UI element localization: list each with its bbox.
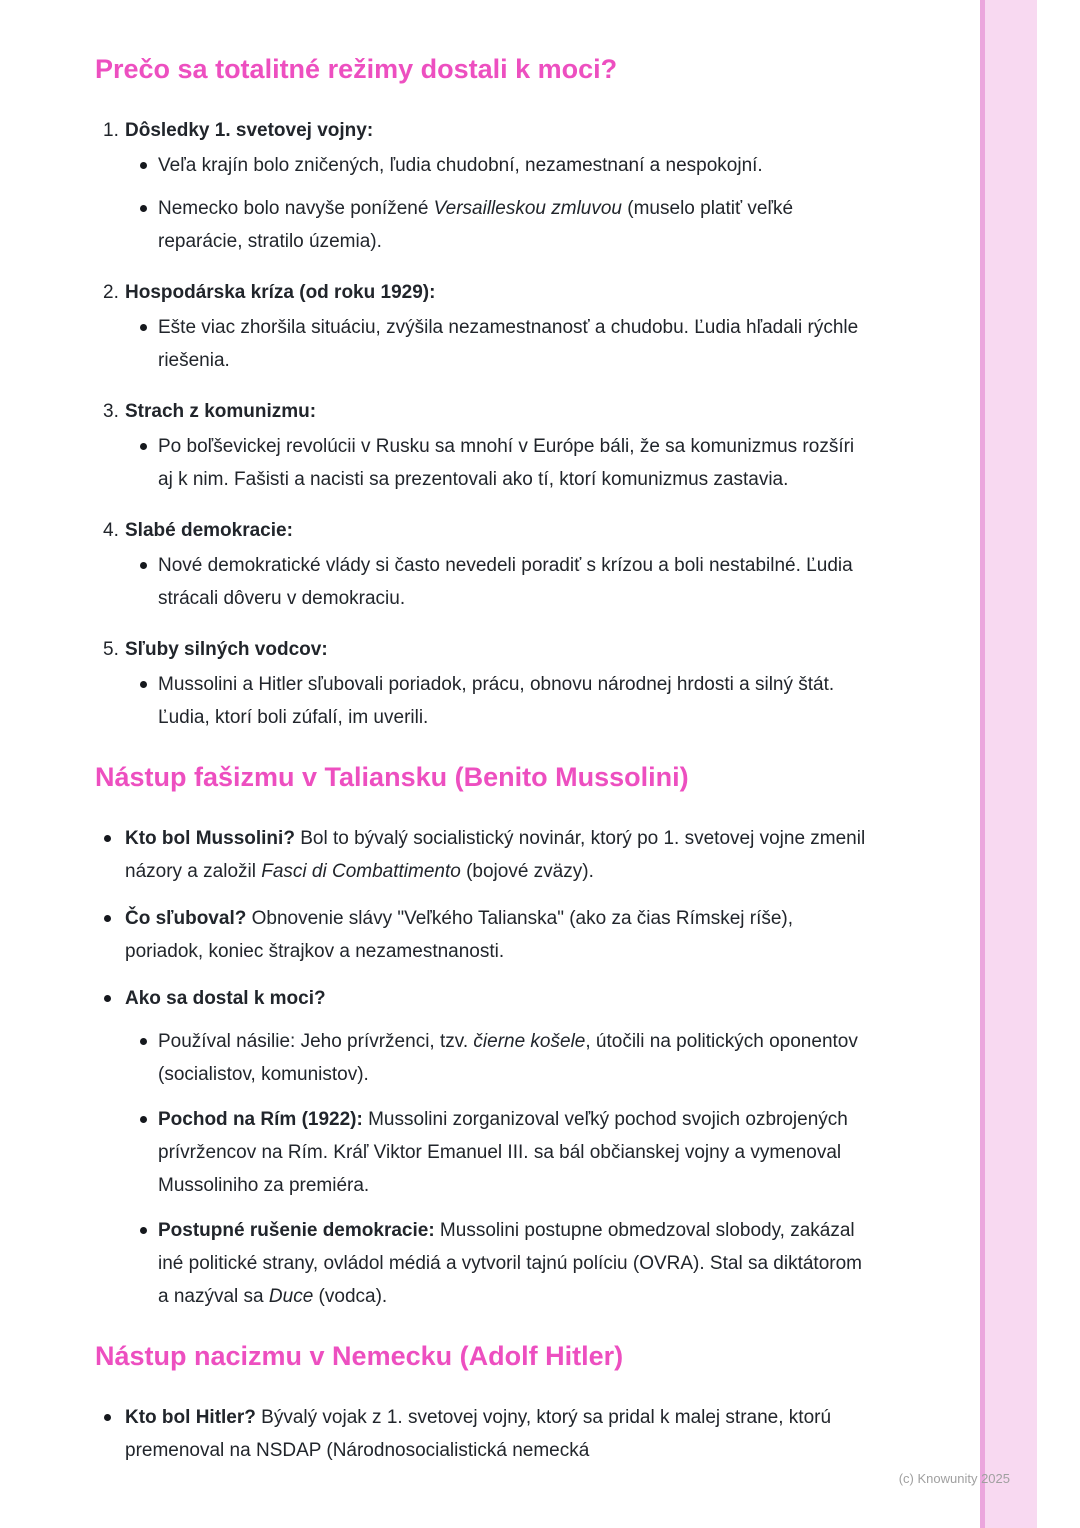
text-run: (muselo platiť veľké reparácie, stratilo územia). — [158, 198, 794, 252]
text-run: Nemecko bolo navyše ponížené — [158, 198, 434, 219]
list-number: 1. — [103, 120, 119, 141]
text-run: Nové demokratické vlády si často nevedeli poradiť s krízou a boli nestabilné. Ľudia strácali dôveru v demokraciu. — [158, 555, 853, 609]
text-run: Fasci di Combattimento — [261, 861, 461, 882]
text-run: Mussolini zorganizoval veľký pochod svojich ozbrojených prívržencov na Rím. Kráľ Viktor Emanuel III. sa bál občianskej vojny a vymenoval Mussoliniho za premiéra. — [158, 1109, 848, 1196]
bullet-list — [95, 822, 870, 888]
text-run: Veľa krajín bolo zničených, ľudia chudobní, nezamestnaní a nespokojní. — [158, 155, 763, 176]
numbered-item-title — [95, 514, 870, 547]
bullet-list — [95, 430, 870, 496]
sub-bullet-item — [125, 1025, 870, 1091]
text-run: Postupné rušenie demokracie: — [158, 1220, 435, 1241]
text-run: čierne košele — [473, 1031, 586, 1052]
bullet-item — [95, 430, 870, 496]
item-title: Sľuby silných vodcov: — [125, 639, 328, 660]
numbered-item — [95, 395, 870, 496]
bullet-list — [95, 902, 870, 968]
numbered-item-title — [95, 276, 870, 309]
section-heading: Nástup fašizmu v Taliansku (Benito Mussolini) — [95, 762, 689, 792]
item-title: Slabé demokracie: — [125, 520, 293, 541]
text-run: Mussolini a Hitler sľubovali poriadok, prácu, obnovu národnej hrdosti a silný štát. Ľudia, ktorí boli zúfalí, im uverili. — [158, 674, 835, 728]
numbered-item — [95, 514, 870, 615]
text-run: Po boľševickej revolúcii v Rusku sa mnohí v Európe báli, že sa komunizmus rozšíri aj k nim. Fašisti a nacisti sa prezentovali ako tí, ktorí komunizmus zastavia. — [158, 436, 855, 490]
section-heading: Prečo sa totalitné režimy dostali k moci? — [95, 54, 618, 84]
text-run: Kto bol Mussolini? — [125, 828, 295, 849]
numbered-item-title — [95, 395, 870, 428]
sub-bullet-item — [125, 1214, 870, 1313]
text-run: Versailleskou zmluvou — [433, 198, 622, 219]
item-title: Dôsledky 1. svetovej vojny: — [125, 120, 374, 141]
text-run: Bol to bývalý socialistický novinár, ktorý po 1. svetovej vojne zmenil názory a založil — [125, 828, 866, 882]
text-run: (bojové zväzy). — [460, 861, 594, 882]
item-title: Strach z komunizmu: — [125, 401, 317, 422]
text-run: Duce — [268, 1286, 314, 1307]
text-run: , útočili na politických oponentov (socialistov, komunistov). — [158, 1031, 858, 1085]
text-run: Obnovenie slávy "Veľkého Talianska" (ako za čias Rímskej ríše), poriadok, koniec štrajkov a nezamestnanosti. — [125, 908, 794, 962]
bullet-item — [95, 982, 870, 1313]
text-run: Pochod na Rím (1922): — [158, 1109, 363, 1130]
list-number: 5. — [103, 639, 119, 660]
bullet-item — [95, 902, 870, 968]
text-run: Používal násilie: Jeho prívrženci, tzv. — [158, 1031, 474, 1052]
text-run: Ako sa dostal k moci? — [125, 988, 326, 1009]
bullet-list — [95, 549, 870, 615]
watermark: (c) Knowunity 2025 — [898, 1471, 1010, 1486]
bullet-list — [95, 668, 870, 734]
bullet-list — [95, 149, 870, 258]
list-number: 4. — [103, 520, 119, 541]
numbered-item-title — [95, 633, 870, 666]
section-heading: Nástup nacizmu v Nemecku (Adolf Hitler) — [95, 1341, 624, 1371]
bullet-item — [95, 668, 870, 734]
text-run: (vodca). — [313, 1286, 388, 1307]
item-title: Hospodárska kríza (od roku 1929): — [125, 282, 436, 303]
text-run: Kto bol Hitler? — [125, 1407, 256, 1428]
text-run: Bývalý vojak z 1. svetovej vojny, ktorý sa pridal k malej strane, ktorú premenoval na NSDAP (Národnosocialistická nemecká — [125, 1407, 832, 1461]
numbered-item — [95, 114, 870, 258]
numbered-item — [95, 633, 870, 734]
bullet-list — [95, 311, 870, 377]
bullet-list — [95, 1401, 870, 1467]
bullet-item — [95, 311, 870, 377]
bullet-item — [95, 822, 870, 888]
sub-bullet-list — [125, 1025, 870, 1313]
list-number: 3. — [103, 401, 119, 422]
sub-bullet-item — [125, 1103, 870, 1202]
numbered-item — [95, 276, 870, 377]
text-run: Čo sľuboval? — [125, 908, 247, 929]
bullet-item — [95, 192, 870, 258]
text-run: Ešte viac zhoršila situáciu, zvýšila nezamestnanosť a chudobu. Ľudia hľadali rýchle riešenia. — [158, 317, 859, 371]
list-number: 2. — [103, 282, 119, 303]
bullet-item — [95, 549, 870, 615]
bullet-item — [95, 149, 870, 182]
text-run: Mussolini postupne obmedzoval slobody, zakázal iné politické strany, ovládol médiá a vytvoril tajnú políciu (OVRA). Stal sa diktátorom a nazýval sa — [158, 1220, 863, 1307]
numbered-item-title — [95, 114, 870, 147]
bullet-item — [95, 1401, 870, 1467]
bullet-list — [95, 982, 870, 1313]
